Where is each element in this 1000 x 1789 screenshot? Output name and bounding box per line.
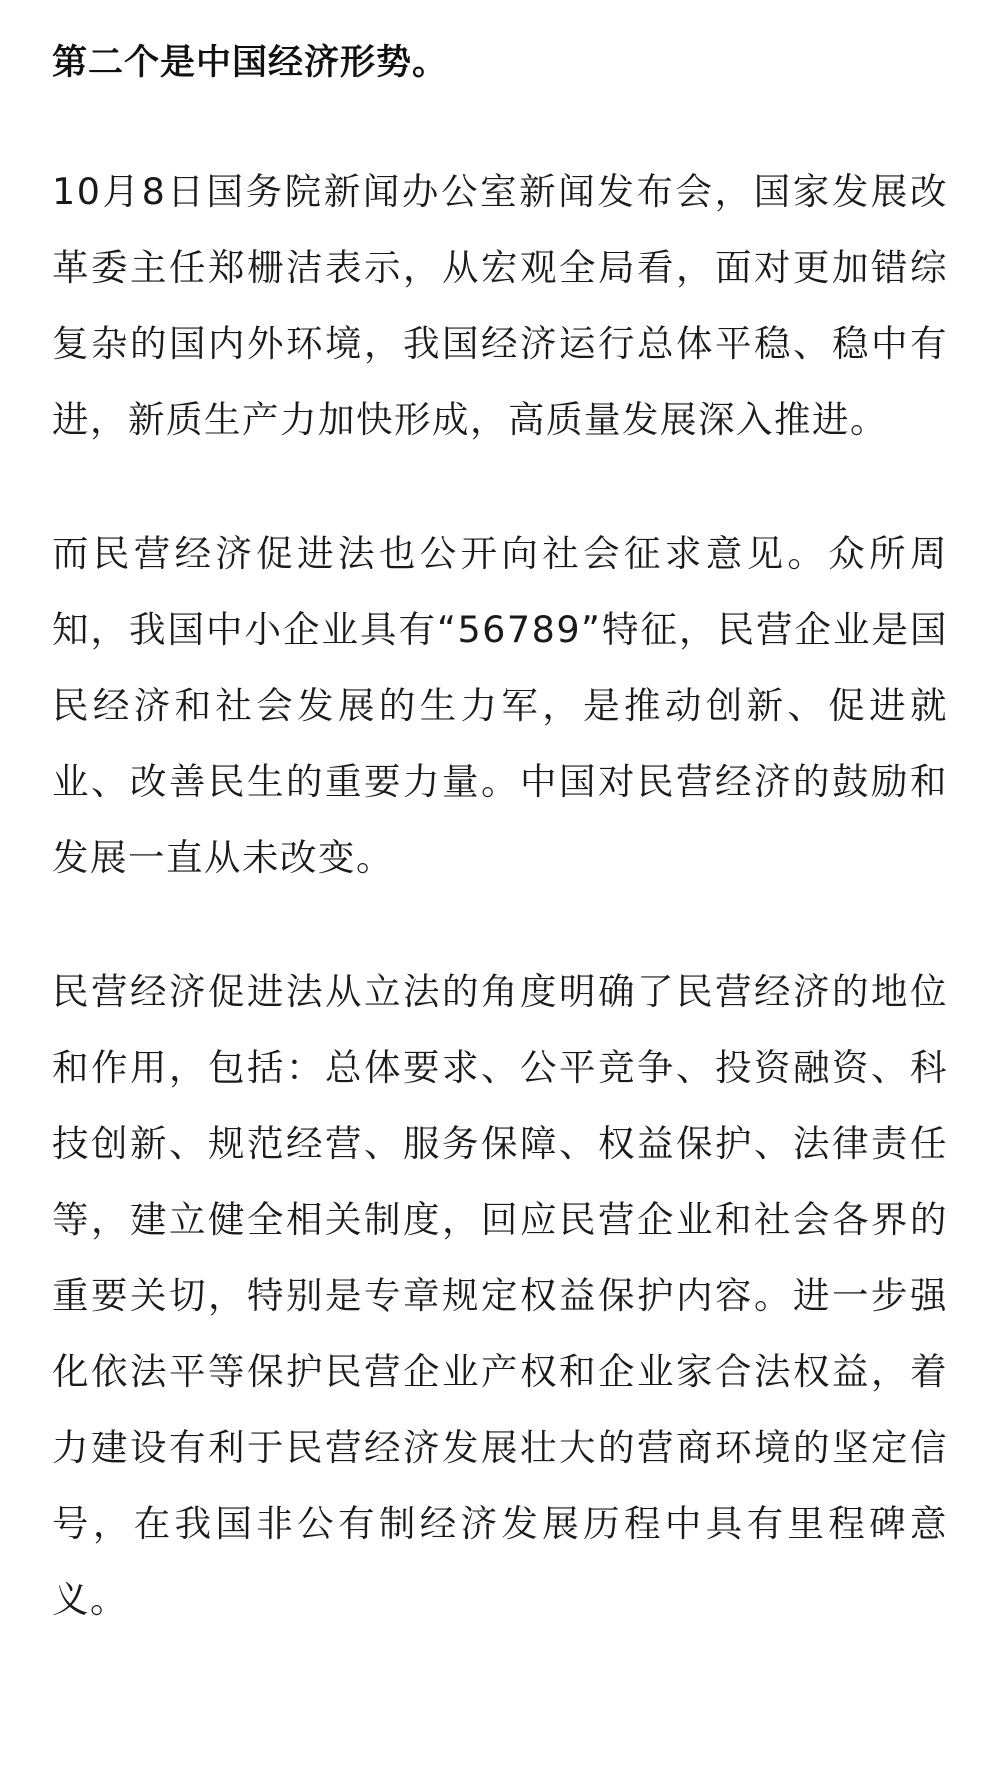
- paragraph-private-economy-law: 而民营经济促进法也公开向社会征求意见。众所周知，我国中小企业具有“56789”特征，民营企业是国民经济和社会发展的生力军，是推动创新、促进就业、改善民生的重要力量。中国对民营经济的鼓励和发展一直从未改变。: [52, 532, 948, 879]
- section-heading: 第二个是中国经济形势。: [52, 43, 449, 83]
- paragraph-economy-overview: 10月8日国务院新闻办公室新闻发布会，国家发展改革委主任郑栅洁表示，从宏观全局看，面对更加错综复杂的国内外环境，我国经济运行总体平稳、稳中有进，新质生产力加快形成，高质量发展深入推进。: [52, 170, 948, 441]
- paragraph-legislation-details: 民营经济促进法从立法的角度明确了民营经济的地位和作用，包括：总体要求、公平竞争、投资融资、科技创新、规范经营、服务保障、权益保护、法律责任等，建立健全相关制度，回应民营企业和社会各界的重要关切，特别是专章规定权益保护内容。进一步强化依法平等保护民营企业产权和企业家合法权益，着力建设有利于民营经济发展壮大的营商环境的坚定信号，在我国非公有制经济发展历程中具有里程碑意义。: [52, 970, 948, 1621]
